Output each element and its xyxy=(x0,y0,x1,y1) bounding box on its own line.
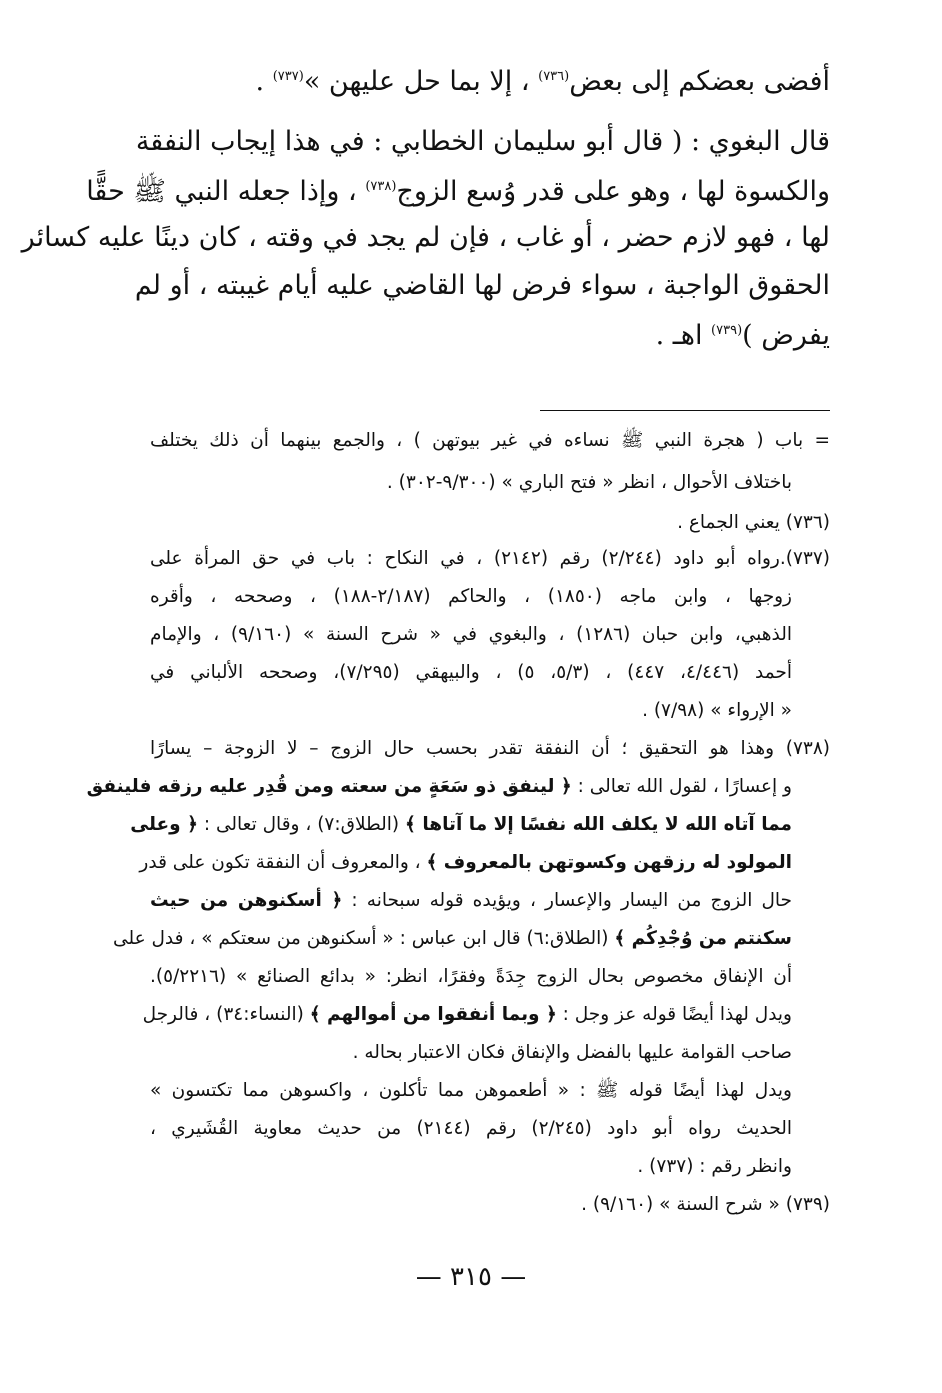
footnote-738-line: مما آتاه الله لا يكلف الله نفسًا إلا ما آتاها ﴾ (الطلاق:٧) ، وقال تعالى : ﴿ وعلى xyxy=(130,814,792,835)
footnote-737-line: زوجها ، وابن ماجه (١٨٥٠) ، والحاكم (٢/١٨٧-١٨٨) ، وصححه ، وأقره xyxy=(150,586,792,607)
footnote-ref: (٧٣٧) xyxy=(272,69,304,84)
footnote-738-line: وانظر رقم : (٧٣٧) . xyxy=(637,1156,792,1177)
footnote-738-line: سكنتم من وُجْدِكُم ﴾ (الطلاق:٦) قال ابن عباس : « أسكنوهن من سعتكم » ، فدل على xyxy=(113,928,792,949)
quran-verse: مما آتاه الله لا يكلف الله نفسًا إلا ما آتاها ﴾ xyxy=(405,814,792,835)
footnote-738-line: و إعسارًا ، لقول الله تعالى : ﴿ لينفق ذو سَعَةٍ من سعته ومن قُدِر عليه رزقه فلينفق xyxy=(86,776,792,797)
footnote-738-line: الحديث رواه أبو داود (٢/٢٤٥) رقم (٢١٤٤) من حديث معاوية القُشَيري ، xyxy=(150,1118,792,1139)
footnote-738-line: (٧٣٨) وهذا هو التحقيق ؛ أن النفقة تقدر بحسب حال الزوج – لا الزوجة – يسارًا xyxy=(150,738,830,759)
footnote-ref: (٧٣٩) xyxy=(711,323,743,338)
quran-verse: المولود له رزقهن وكسوتهن بالمعروف ﴾ xyxy=(426,852,792,873)
footnote-738-line: المولود له رزقهن وكسوتهن بالمعروف ﴾ ، والمعروف أن النفقة تكون على قدر xyxy=(139,852,792,873)
footnote-736: (٧٣٦) يعني الجماع . xyxy=(677,512,830,533)
quran-verse: ﴿ لينفق ذو سَعَةٍ من سعته ومن قُدِر عليه رزقه فلينفق xyxy=(86,776,572,797)
footnote-ref: (٧٣٦) xyxy=(538,69,570,84)
page-number: — ٣١٥ — xyxy=(415,1262,527,1292)
footnote-738-line: ويدل لهذا أيضًا قوله عز وجل : ﴿ وبما أنفقوا من أموالهم ﴾ (النساء:٣٤) ، فالرجل xyxy=(142,1004,792,1025)
main-text-line: أفضى بعضكم إلى بعض$^{(٧٣٦)}$ ، إلا بما حل عليهن »$^{(٧٣٧)}$ . xyxy=(255,66,830,97)
footnote-738-line: صاحب القوامة عليها بالفضل والإنفاق فكان الاعتبار بحاله . xyxy=(352,1042,792,1063)
quran-verse: سكنتم من وُجْدِكُم ﴾ xyxy=(614,928,792,949)
main-text-line: الحقوق الواجبة ، سواء فرض لها القاضي عليه أيام غيبته ، أو لم xyxy=(134,270,830,301)
footnote-738-line: ويدل لهذا أيضًا قوله ﷺ : « أطعموهن مما تأكلون ، واكسوهن مما تكتسون » xyxy=(150,1080,792,1101)
footnote-737-line: (٧٣٧).رواه أبو داود (٢/٢٤٤) رقم (٢١٤٢) ، في النكاح : باب في حق المرأة على xyxy=(150,548,830,569)
footnote-ref: (٧٣٨) xyxy=(365,179,397,194)
quran-verse: ﴿ وبما أنفقوا من أموالهم ﴾ xyxy=(309,1004,557,1025)
footnote-738-line: حال الزوج من اليسار والإعسار ، ويؤيده قوله سبحانه : ﴿ أسكنوهن من حيث xyxy=(150,890,792,911)
footnote-739: (٧٣٩) « شرح السنة » (٩/١٦٠) . xyxy=(581,1194,830,1215)
quran-verse: ﴿ أسكنوهن من حيث xyxy=(150,890,343,911)
main-text-line: يفرض )$^{(٧٣٩)}$ اهـ . xyxy=(655,320,830,351)
main-text-line: لها ، فهو لازم حضر ، أو غاب ، فإن لم يجد في وقته ، كان دينًا عليه كسائر xyxy=(21,222,830,253)
quran-verse: ﴿ وعلى xyxy=(130,814,198,835)
footnote-737-line: « الإرواء » (٧/٩٨) . xyxy=(642,700,792,721)
main-text-line: قال البغوي : ( قال أبو سليمان الخطابي : في هذا إيجاب النفقة xyxy=(135,126,830,157)
footnote-737-line: الذهبي، وابن حبان (١٢٨٦) ، والبغوي في « شرح السنة » (٩/١٦٠) ، والإمام xyxy=(150,624,792,645)
footnote-line: = باب ( هجرة النبي ﷺ نساءه في غير بيوتهن ) ، والجمع بينهما أن ذلك يختلف xyxy=(150,430,830,451)
footnote-738-line: أن الإنفاق مخصوص بحال الزوج جِدَةً وفقرًا، انظر: « بدائع الصنائع » (٥/٢٢١٦). xyxy=(150,966,792,987)
footnote-line: باختلاف الأحوال ، انظر « فتح الباري » (٩/٣٠٠-٣٠٢) . xyxy=(386,472,792,493)
footnote-737-line: أحمد (٤/٤٤٦، ٤٤٧) ، (٥/٣، ٥) ، والبيهقي (٧/٢٩٥)، وصححه الألباني في xyxy=(150,662,793,683)
footnote-separator xyxy=(540,410,830,411)
main-text-line: والكسوة لها ، وهو على قدر وُسع الزوج$^{(٧٣٨)}$ ، وإذا جعله النبي ﷺ حقًّا xyxy=(86,176,830,207)
